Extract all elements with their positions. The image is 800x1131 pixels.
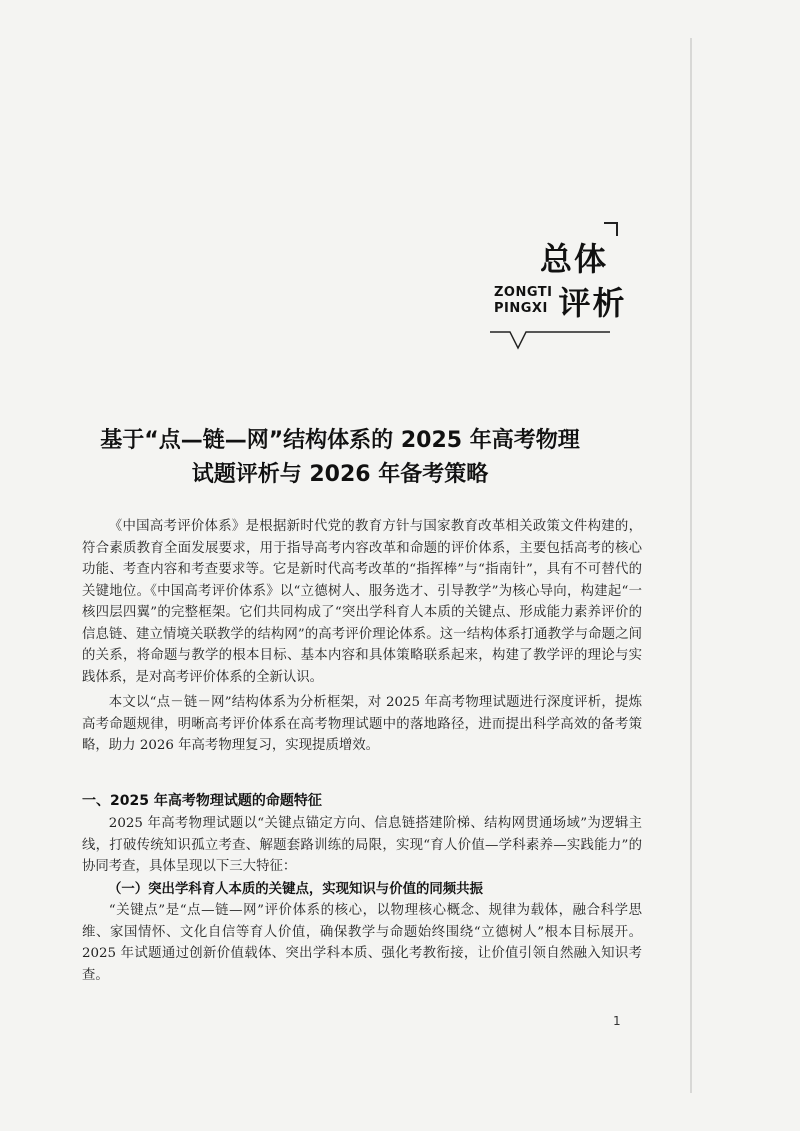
banner-pinyin-line1: ZONGTI [494, 285, 553, 300]
section-heading-1: 一、2025 年高考物理试题的命题特征 [82, 793, 322, 809]
speech-tail-icon [490, 330, 610, 350]
subsection-heading-1: （一）突出学科育人本质的关键点，实现知识与价值的同频共振 [108, 882, 483, 897]
paragraph-3 [82, 813, 642, 878]
banner-title-line1: 总体 [540, 240, 609, 278]
scan-edge-shadow [690, 38, 692, 1093]
paragraph-4 [82, 900, 642, 986]
paragraph-1 [82, 516, 642, 688]
section-banner [480, 212, 630, 342]
banner-pinyin [494, 285, 553, 317]
banner-row-2 [494, 278, 627, 324]
article-title [0, 424, 680, 492]
banner-pinyin-line2: PINGXI [494, 301, 548, 316]
paragraph-1-text: 《中国高考评价体系》是根据新时代党的教育方针与国家教育改革相关政策文件构建的，符合素质教育全面发展要求，用于指导高考内容改革和命题的评价体系，主要包括高考的核心功能、考查内容和考查要求等。它是新时代高考改革的“指挥棒”与“指南针”，具有不可替代的关键地位。《中国高考评价体系》以“立德树人、服务选才、引导教学”为核心导向，构建起“一核四层四翼”的完整框架。它们共同构成了“突出学科育人本质的关键点、形成能力素养评价的信息链、建立情境关联教学的结构网”的高考评价理论体系。这一结构体系打通教学与命题之间的关系，将命题与教学的根本目标、基本内容和具体策略联系起来，构建了教学评的理论与实践体系，是对高考评价体系的全新认识。 [82, 519, 642, 685]
paragraph-2-text: 本文以“点－链－网”结构体系为分析框架，对 2025 年高考物理试题进行深度评析，提炼高考命题规律，明晰高考评价体系在高考物理试题中的落地路径，进而提出科学高效的备考策略，助力 2026 年高考物理复习，实现提质增效。 [82, 695, 642, 753]
banner-title-line2: 评析 [558, 284, 627, 322]
paragraph-3-text: 2025 年高考物理试题以“关键点锚定方向、信息链搭建阶梯、结构网贯通场域”为逻辑主线，打破传统知识孤立考查、解题套路训练的局限，实现“育人价值—学科素养—实践能力”的协同考查，具体呈现以下三大特征： [82, 816, 642, 874]
banner-row-1 [540, 234, 608, 280]
article-title-line2: 试题评析与 2026 年备考策略 [191, 462, 489, 487]
article-title-line1: 基于“点—链—网”结构体系的 2025 年高考物理 [100, 428, 580, 453]
paragraph-2 [82, 692, 642, 757]
paragraph-4-text: “关键点”是“点—链—网”评价体系的核心，以物理核心概念、规律为载体，融合科学思维、家国情怀、文化自信等育人价值，确保教学与命题始终围绕“立德树人”根本目标展开。2025 年试题通过创新价值载体、突出学科本质、强化考教衔接，让价值引领自然融入知识考查。 [82, 903, 642, 983]
page-number: 1 [613, 1014, 621, 1028]
